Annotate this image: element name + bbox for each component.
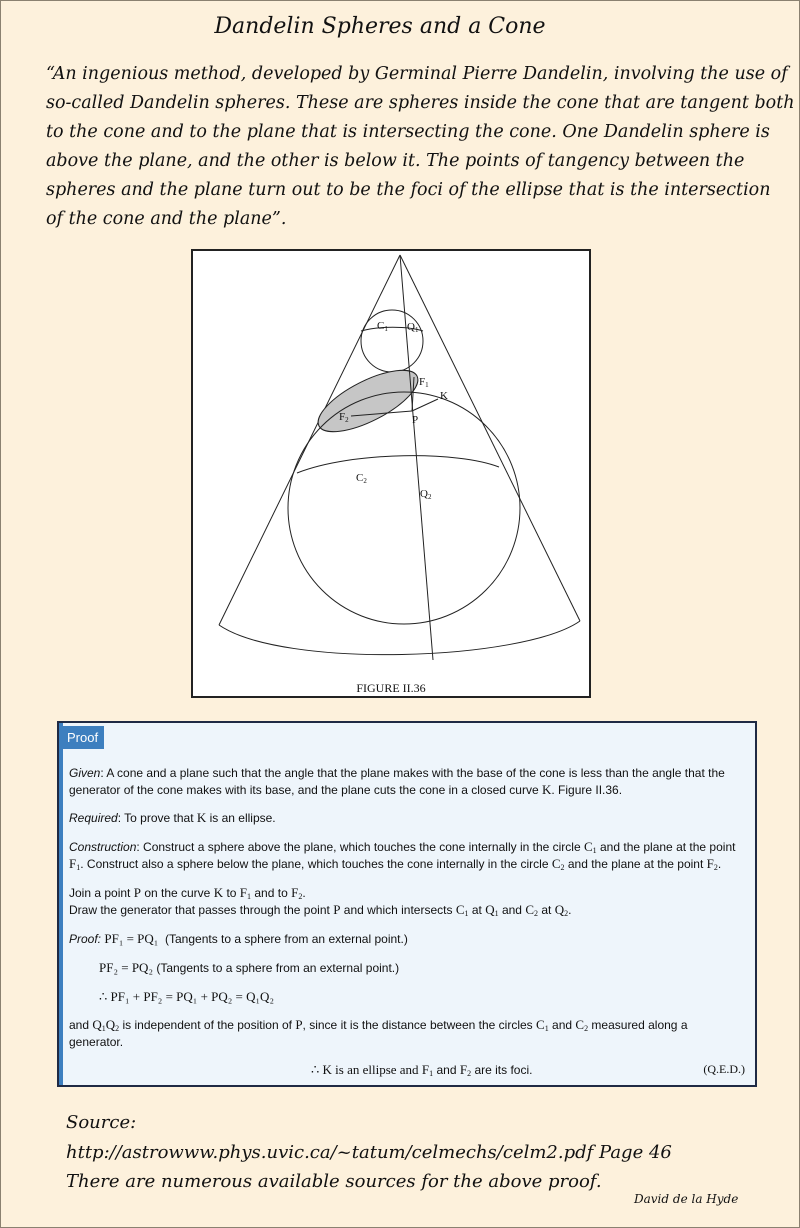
cone-base-ellipse <box>219 621 580 655</box>
label-c1: C1 <box>377 320 388 333</box>
conclusion-line: ∴ K is an ellipse and $F_1$ and $F_2$ are its foci. <box>311 1062 533 1078</box>
dandelin-quote <box>46 60 795 234</box>
quote-line: above the plane, and the other is below it. The points of tangency between the <box>46 151 745 171</box>
proof-eq-3: ∴ PF₁ + PF₂ = PQ₁ + PQ₂ = Q₁Q₂ <box>99 989 274 1004</box>
generator-line <box>400 255 433 660</box>
proof-eq-1: Proof: PF₁ = PQ₁ (Tangents to a sphere from an external point.) <box>69 931 408 946</box>
qed-mark: (Q.E.D.) <box>703 1062 745 1076</box>
label-q1: Q1 <box>407 321 419 334</box>
source-label: Source: <box>66 1112 137 1133</box>
given-line-1: Given: A cone and a plane such that the angle that the plane makes with the base of the cone is less than the angle that the <box>69 766 725 780</box>
source-note: There are numerous available sources for the above proof. <box>66 1171 602 1192</box>
cone-figure <box>191 249 591 698</box>
proof-tab: Proof <box>61 726 104 749</box>
upper-sphere <box>361 310 423 372</box>
cutting-plane-ellipse <box>310 358 426 444</box>
label-f1: F1 <box>419 376 429 389</box>
proof-eq-2: PF₂ = PQ₂ (Tangents to a sphere from an external point.) <box>99 960 400 975</box>
label-f2: F2 <box>339 411 349 424</box>
cone-right-edge <box>400 255 580 621</box>
quote-line: so-called Dandelin spheres. These are spheres inside the cone that are tangent both <box>46 93 795 113</box>
join-line: Join a point P on the curve K to $F_1$ and to $F_2$. <box>69 885 306 901</box>
required-line: Required: To prove that K is an ellipse. <box>69 810 276 825</box>
quote-line: spheres and the plane turn out to be the foci of the ellipse that is the intersection <box>46 180 771 200</box>
circle-c2 <box>297 456 499 473</box>
construction-line-2: $F_1$. Construct also a sphere below the plane, which touches the cone internally in the circle $C_2$ and the plane at the point $F_2$. <box>69 856 722 872</box>
source-url[interactable]: http://astrowww.phys.uvic.ca/~tatum/celmechs/celm2.pdf Page 46 <box>66 1142 672 1163</box>
quote-line: to the cone and to the plane that is intersecting the cone. One Dandelin sphere is <box>46 122 770 142</box>
label-p: P <box>412 414 419 426</box>
label-k: K <box>440 390 448 402</box>
page-title: Dandelin Spheres and a Cone <box>214 14 546 39</box>
draw-line: Draw the generator that passes through the point P and which intersects $C_1$ at $Q_1$ and $C_2$ at $Q_2$. <box>69 902 572 918</box>
quote-line: “An ingenious method, developed by Germinal Pierre Dandelin, involving the use of <box>46 64 788 84</box>
label-q2: Q2 <box>420 488 432 501</box>
independence-line-2: generator. <box>69 1035 124 1049</box>
cone-diagram <box>193 251 589 696</box>
given-line-2: generator of the cone makes with its base, and the plane cuts the cone in a closed curve K. Figure II.36. <box>69 782 623 797</box>
construction-line-1: Construction: Construct a sphere above the plane, which touches the cone internally in the circle $C_1$ and the plane at the point <box>69 839 736 855</box>
author-signature: David de la Hyde <box>634 1192 739 1206</box>
proof-panel <box>57 721 757 1087</box>
quote-line: of the cone and the plane”. <box>46 209 287 229</box>
figure-caption: FIGURE II.36 <box>356 681 426 695</box>
k-pointer <box>412 399 438 411</box>
label-c2: C2 <box>356 472 367 485</box>
independence-line-1: and $Q_1Q_2$ is independent of the position of P, since it is the distance between the circles $C_1$ and $C_2$ measured along a <box>69 1017 688 1033</box>
proof-accent-bar <box>59 723 63 1085</box>
